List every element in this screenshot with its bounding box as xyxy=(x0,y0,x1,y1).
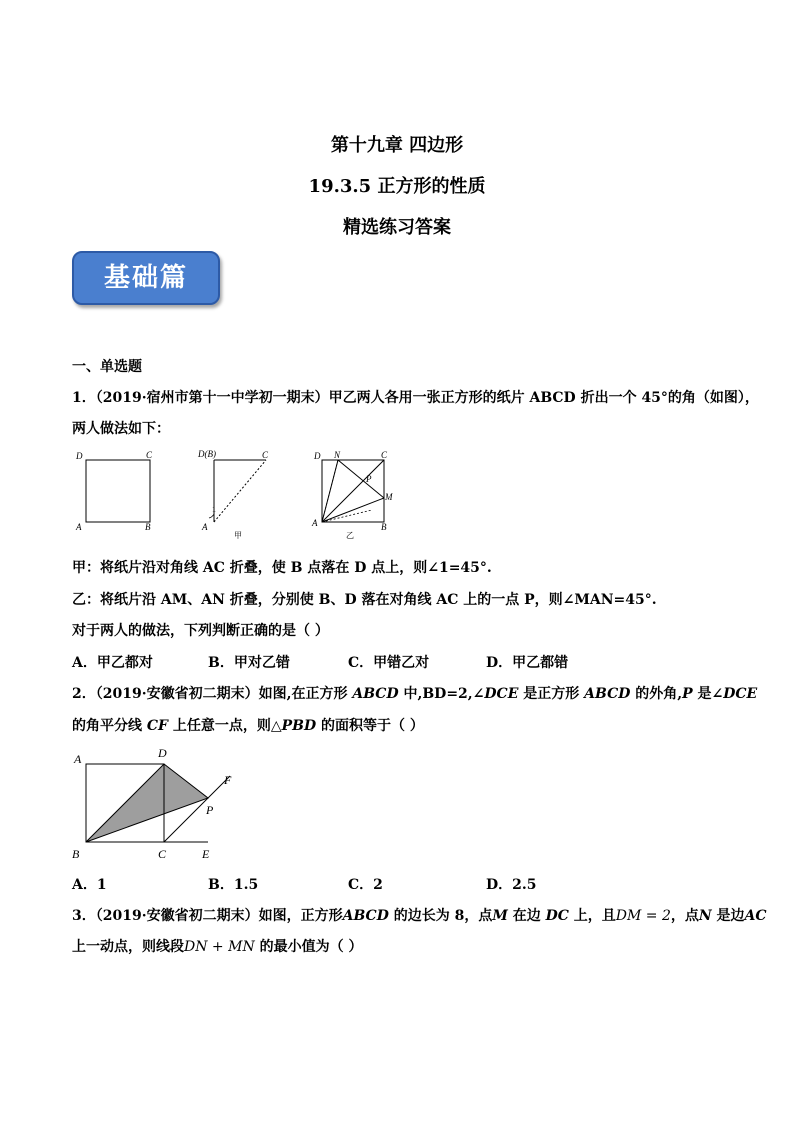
q1-option-b[interactable]: B．甲对乙错 xyxy=(208,655,290,671)
q3-stem-line1: 3．（2019·安徽省初二期末）如图，正方形ABCD 的边长为 8，点M 在边 DC 上，且DM = 2，点N 是边AC xyxy=(72,908,767,924)
q1-fig3-label-n: N xyxy=(334,450,341,460)
q2-label-c: C xyxy=(158,847,167,861)
basic-level-badge: 基础篇 xyxy=(72,251,220,305)
page-subtitle: 精选练习答案 xyxy=(343,217,451,238)
q2-label-a: A xyxy=(74,752,82,766)
q1-option-a[interactable]: A．甲乙都对 xyxy=(72,655,153,671)
q2-label-p: P xyxy=(206,803,214,817)
q1-fig1-label-d: D xyxy=(76,451,83,461)
q2-label-b: B xyxy=(72,847,80,861)
q2-shaded-triangle xyxy=(86,764,208,842)
section-title: 19.3.5 正方形的性质 xyxy=(308,176,486,197)
q1-stem-line1: 1．（2019·宿州市第十一中学初一期末）甲乙两人各用一张正方形的纸片 ABCD 折出一个 45°的角（如图）， xyxy=(72,390,759,406)
section-heading: 一、单选题 xyxy=(72,359,142,375)
q1-question: 对于两人的做法，下列判断正确的是（ ） xyxy=(72,623,329,639)
q2-option-b[interactable]: B．1.5 xyxy=(208,877,259,893)
q2-figure xyxy=(66,742,246,862)
q1-fig1-label-a: A xyxy=(76,522,82,532)
q1-fig2-label-a: A xyxy=(202,522,208,532)
q1-fig2-label-c: C xyxy=(262,450,269,460)
q1-fig3-label-c: C xyxy=(381,450,388,460)
q3-stem-line2: 上一动点，则线段DN + MN 的最小值为（ ） xyxy=(72,939,363,955)
q2-label-e: E xyxy=(202,847,210,861)
q1-jia-method: 甲：将纸片沿对角线 AC 折叠，使 B 点落在 D 点上，则∠1=45°. xyxy=(72,560,492,576)
q1-fig1-label-c: C xyxy=(146,450,153,460)
q1-fig3-label-m: M xyxy=(385,492,393,502)
q1-stem-line2: 两人做法如下： xyxy=(72,421,170,437)
q1-fig3-label-p: P xyxy=(366,474,372,484)
q1-fig3-label-b: B xyxy=(381,522,387,532)
chapter-title: 第十九章 四边形 xyxy=(330,135,464,156)
q1-fig1-label-b: B xyxy=(145,522,151,532)
q2-label-d: D xyxy=(158,746,167,760)
q2-option-d[interactable]: D．2.5 xyxy=(486,877,537,893)
q1-fig3-label-a: A xyxy=(312,518,318,528)
q1-option-c[interactable]: C．甲错乙对 xyxy=(348,655,430,671)
q1-fig2-label-angle1: 1 xyxy=(212,505,216,514)
q2-stem-line2: 的角平分线 CF 上任意一点，则△PBD 的面积等于（ ） xyxy=(72,718,424,734)
q2-stem-line1: 2．（2019·安徽省初二期末）如图,在正方形 ABCD 中,BD=2,∠DCE 是正方形 ABCD 的外角,P 是∠DCE xyxy=(72,686,758,702)
q1-fig2-label-db: D(B) xyxy=(198,449,216,459)
q1-fig2-caption-jia: 甲 xyxy=(234,531,242,540)
q1-fig3-label-d: D xyxy=(314,451,321,461)
q1-fig3-caption-yi: 乙 xyxy=(346,531,354,540)
q1-yi-method: 乙：将纸片沿 AM、AN 折叠，分别使 B、D 落在对角线 AC 上的一点 P，则∠MAN=45°. xyxy=(72,592,657,608)
q1-figure xyxy=(72,448,402,544)
q1-square-shape xyxy=(86,460,150,522)
q2-option-a[interactable]: A．1 xyxy=(72,877,107,893)
q2-option-c[interactable]: C．2 xyxy=(348,877,383,893)
q2-label-f: F xyxy=(224,773,232,787)
q1-option-d[interactable]: D．甲乙都错 xyxy=(486,655,569,671)
